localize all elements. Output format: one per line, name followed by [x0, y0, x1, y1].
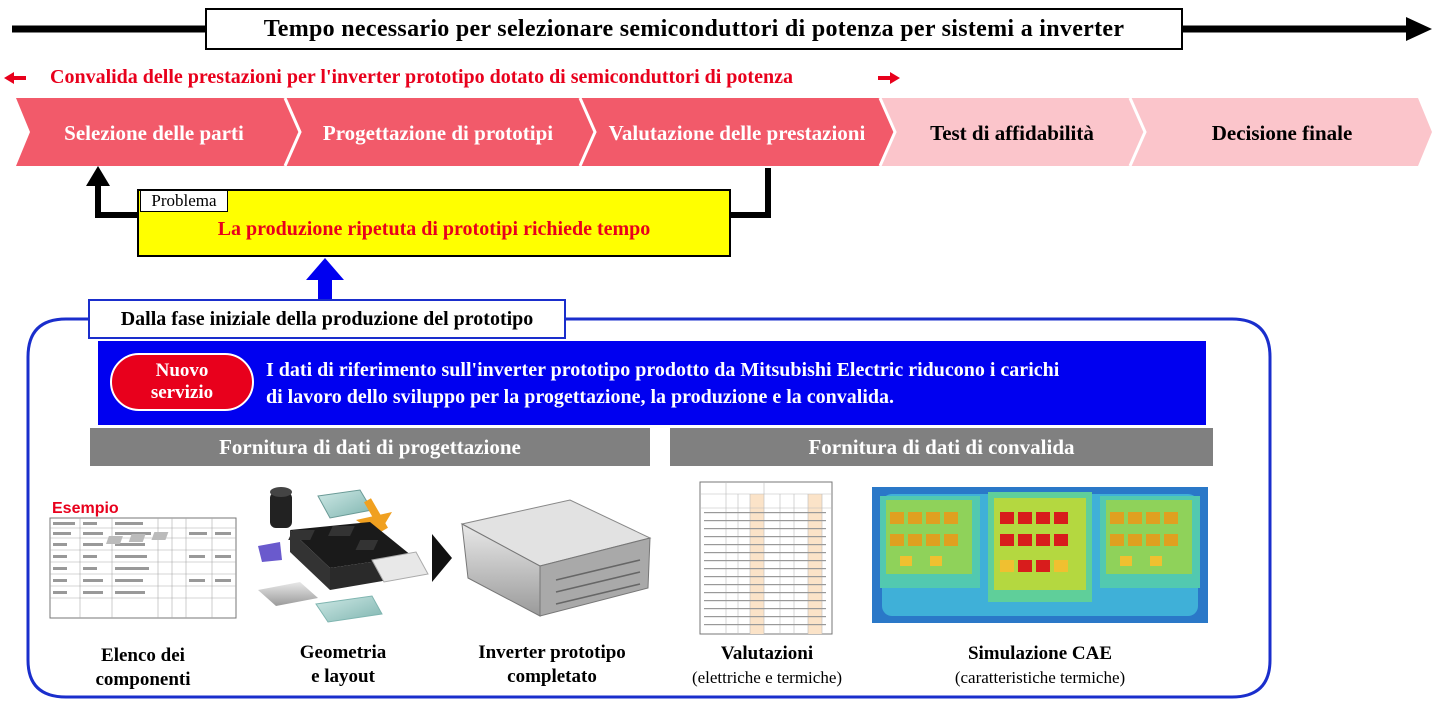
component-list-image	[50, 518, 236, 618]
stage-label-performance-evaluation: Valutazione delle prestazioni	[608, 120, 866, 145]
caption-completed-prototype	[440, 641, 664, 689]
caption-evaluations	[664, 642, 870, 690]
blue-up-arrow	[306, 258, 344, 300]
diagram-title: Tempo necessario per selezionare semiconduttori di potenza per sistemi a inverter	[205, 8, 1183, 50]
problem-text: La produzione ripetuta di prototipi richiede tempo	[217, 217, 651, 240]
caption-evaluations-line1: Valutazioni	[720, 643, 814, 664]
evaluation-table-image	[700, 482, 832, 634]
caption-geometry-layout	[240, 641, 446, 689]
caption-evaluations-line2: (elettriche e termiche)	[691, 668, 843, 687]
caption-component-list	[40, 644, 246, 692]
new-service-badge-line1: Nuovo	[155, 360, 209, 381]
new-service-description	[266, 357, 1196, 411]
caption-completed-prototype-line2: completato	[507, 666, 597, 687]
flow-triangle	[432, 534, 452, 582]
stage-label-parts-selection: Selezione delle parti	[64, 120, 244, 145]
problem-tag: Problema	[140, 190, 228, 212]
example-label: Esempio	[52, 500, 119, 517]
new-service-description-line1: I dati di riferimento sull'inverter prototipo prodotto da Mitsubishi Electric riducono i carichi	[266, 359, 1060, 381]
design-data-header: Fornitura di dati di progettazione	[90, 428, 650, 466]
stage-label-reliability-test: Test di affidabilità	[930, 120, 1094, 145]
caption-geometry-layout-line2: e layout	[311, 666, 375, 687]
caption-completed-prototype-line1: Inverter prototipo	[478, 642, 626, 663]
validation-label: Convalida delle prestazioni per l'inverter prototipo dotato di semiconduttori di potenza	[50, 66, 793, 88]
new-service-badge-line2: servizio	[150, 382, 214, 403]
phase-label: Dalla fase iniziale della produzione del prototipo	[88, 299, 566, 339]
caption-component-list-line1: Elenco dei	[101, 645, 185, 666]
validation-data-header: Fornitura di dati di convalida	[670, 428, 1213, 466]
stage-label-final-decision: Decisione finale	[1211, 120, 1353, 145]
stage-label-prototype-design: Progettazione di prototipi	[322, 120, 554, 145]
caption-cae-simulation	[920, 642, 1160, 690]
new-service-badge	[110, 353, 254, 411]
new-service-description-line2: di lavoro dello sviluppo per la progettazione, la produzione e la convalida.	[266, 386, 895, 408]
caption-geometry-layout-line1: Geometria	[299, 642, 387, 663]
caption-cae-simulation-line2: (caratteristiche termiche)	[954, 668, 1126, 687]
caption-cae-simulation-line1: Simulazione CAE	[967, 643, 1113, 664]
caption-component-list-line2: componenti	[95, 669, 191, 690]
cae-simulation-image	[872, 487, 1208, 623]
